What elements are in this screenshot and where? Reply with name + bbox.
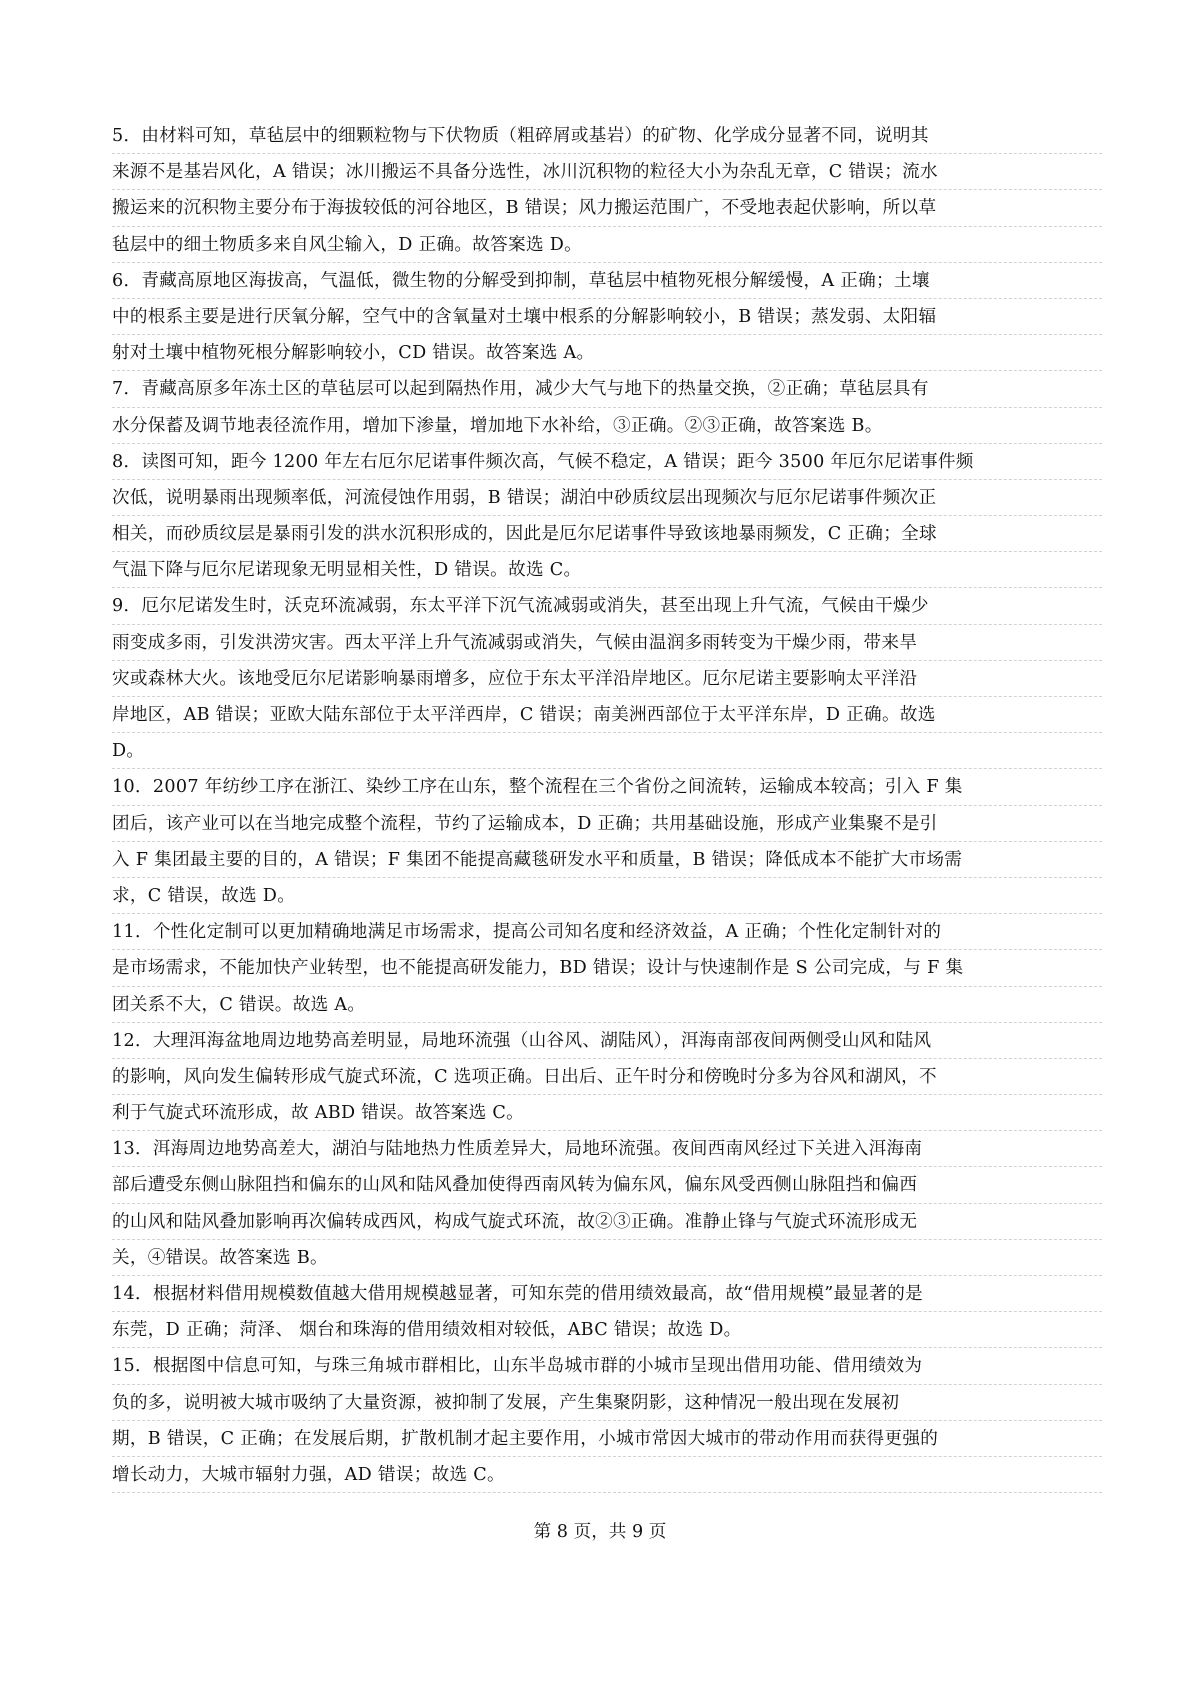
answer-line: 入 F 集团最主要的目的，A 错误；F 集团不能提高藏毯研发水平和质量，B 错误；降低成本不能扩大市场需 [112, 842, 1102, 878]
answer-line: 团关系不大，C 错误。故选 A。 [112, 987, 1102, 1023]
answer-line: 期，B 错误，C 正确；在发展后期，扩散机制才起主要作用，小城市常因大城市的带动作用而获得更强的 [112, 1421, 1102, 1457]
answer-line: 次低，说明暴雨出现频率低，河流侵蚀作用弱，B 错误；湖泊中砂质纹层出现频次与厄尔尼诺事件频次正 [112, 480, 1102, 516]
answer-item-6 [112, 263, 1102, 372]
answer-line: 10．2007 年纺纱工序在浙江、染纱工序在山东，整个流程在三个省份之间流转，运输成本较高；引入 F 集 [112, 769, 1102, 805]
answer-line: 水分保蓄及调节地表径流作用，增加下渗量，增加地下水补给，③正确。②③正确，故答案选 B。 [112, 408, 1102, 444]
answer-line: 的影响，风向发生偏转形成气旋式环流，C 选项正确。日出后、正午时分和傍晚时分多为谷风和湖风，不 [112, 1059, 1102, 1095]
answer-item-11 [112, 914, 1102, 1023]
answer-line: D。 [112, 733, 1102, 769]
answer-item-13 [112, 1131, 1102, 1276]
answer-line: 毡层中的细土物质多来自风尘输入，D 正确。故答案选 D。 [112, 227, 1102, 263]
answer-line: 8．读图可知，距今 1200 年左右厄尔尼诺事件频次高，气候不稳定，A 错误；距今 3500 年厄尔尼诺事件频 [112, 444, 1102, 480]
answer-line: 求，C 错误，故选 D。 [112, 878, 1102, 914]
answer-line: 12．大理洱海盆地周边地势高差明显，局地环流强（山谷风、湖陆风），洱海南部夜间两侧受山风和陆风 [112, 1023, 1102, 1059]
answer-line: 13．洱海周边地势高差大，湖泊与陆地热力性质差异大，局地环流强。夜间西南风经过下关进入洱海南 [112, 1131, 1102, 1167]
answer-explanations [112, 118, 1102, 1493]
answer-line: 气温下降与厄尔尼诺现象无明显相关性，D 错误。故选 C。 [112, 552, 1102, 588]
answer-line: 利于气旋式环流形成，故 ABD 错误。故答案选 C。 [112, 1095, 1102, 1131]
answer-line: 中的根系主要是进行厌氧分解，空气中的含氧量对土壤中根系的分解影响较小，B 错误；蒸发弱、太阳辐 [112, 299, 1102, 335]
answer-line: 是市场需求，不能加快产业转型，也不能提高研发能力，BD 错误；设计与快速制作是 S 公司完成，与 F 集 [112, 950, 1102, 986]
answer-item-5 [112, 118, 1102, 263]
answer-line: 9．厄尔尼诺发生时，沃克环流减弱，东太平洋下沉气流减弱或消失，甚至出现上升气流，气候由干燥少 [112, 588, 1102, 624]
answer-item-15 [112, 1348, 1102, 1493]
answer-line: 雨变成多雨，引发洪涝灾害。西太平洋上升气流减弱或消失，气候由温润多雨转变为干燥少雨，带来旱 [112, 625, 1102, 661]
page-footer: 第 8 页，共 9 页 [533, 1522, 667, 1542]
answer-line: 的山风和陆风叠加影响再次偏转成西风，构成气旋式环流，故②③正确。准静止锋与气旋式环流形成无 [112, 1204, 1102, 1240]
answer-item-14 [112, 1276, 1102, 1348]
answer-line: 15．根据图中信息可知，与珠三角城市群相比，山东半岛城市群的小城市呈现出借用功能、借用绩效为 [112, 1348, 1102, 1384]
answer-line: 团后，该产业可以在当地完成整个流程，节约了运输成本，D 正确；共用基础设施，形成产业集聚不是引 [112, 806, 1102, 842]
answer-item-12 [112, 1023, 1102, 1132]
answer-line: 增长动力，大城市辐射力强，AD 错误；故选 C。 [112, 1457, 1102, 1493]
answer-line: 11．个性化定制可以更加精确地满足市场需求，提高公司知名度和经济效益，A 正确；个性化定制针对的 [112, 914, 1102, 950]
answer-line: 搬运来的沉积物主要分布于海拔较低的河谷地区，B 错误；风力搬运范围广，不受地表起伏影响，所以草 [112, 190, 1102, 226]
answer-line: 14．根据材料借用规模数值越大借用规模越显著，可知东莞的借用绩效最高，故“借用规模”最显著的是 [112, 1276, 1102, 1312]
answer-line: 射对土壤中植物死根分解影响较小，CD 错误。故答案选 A。 [112, 335, 1102, 371]
answer-line: 6．青藏高原地区海拔高，气温低，微生物的分解受到抑制，草毡层中植物死根分解缓慢，A 正确；土壤 [112, 263, 1102, 299]
answer-line: 7．青藏高原多年冻土区的草毡层可以起到隔热作用，减少大气与地下的热量交换，②正确；草毡层具有 [112, 371, 1102, 407]
answer-item-8 [112, 444, 1102, 589]
answer-line: 岸地区，AB 错误；亚欧大陆东部位于太平洋西岸，C 错误；南美洲西部位于太平洋东岸，D 正确。故选 [112, 697, 1102, 733]
answer-item-7 [112, 371, 1102, 443]
answer-item-10 [112, 769, 1102, 914]
answer-line: 相关，而砂质纹层是暴雨引发的洪水沉积形成的，因此是厄尔尼诺事件导致该地暴雨频发，C 正确；全球 [112, 516, 1102, 552]
answer-line: 东莞，D 正确；菏泽、 烟台和珠海的借用绩效相对较低，ABC 错误；故选 D。 [112, 1312, 1102, 1348]
answer-line: 部后遭受东侧山脉阻挡和偏东的山风和陆风叠加使得西南风转为偏东风，偏东风受西侧山脉阻挡和偏西 [112, 1167, 1102, 1203]
answer-line: 灾或森林大火。该地受厄尔尼诺影响暴雨增多，应位于东太平洋沿岸地区。厄尔尼诺主要影响太平洋沿 [112, 661, 1102, 697]
answer-line: 来源不是基岩风化，A 错误；冰川搬运不具备分选性，冰川沉积物的粒径大小为杂乱无章，C 错误；流水 [112, 154, 1102, 190]
answer-item-9 [112, 588, 1102, 769]
answer-line: 5．由材料可知，草毡层中的细颗粒物与下伏物质（粗碎屑或基岩）的矿物、化学成分显著不同，说明其 [112, 118, 1102, 154]
answer-line: 关，④错误。故答案选 B。 [112, 1240, 1102, 1276]
answer-line: 负的多，说明被大城市吸纳了大量资源，被抑制了发展，产生集聚阴影，这种情况一般出现在发展初 [112, 1385, 1102, 1421]
